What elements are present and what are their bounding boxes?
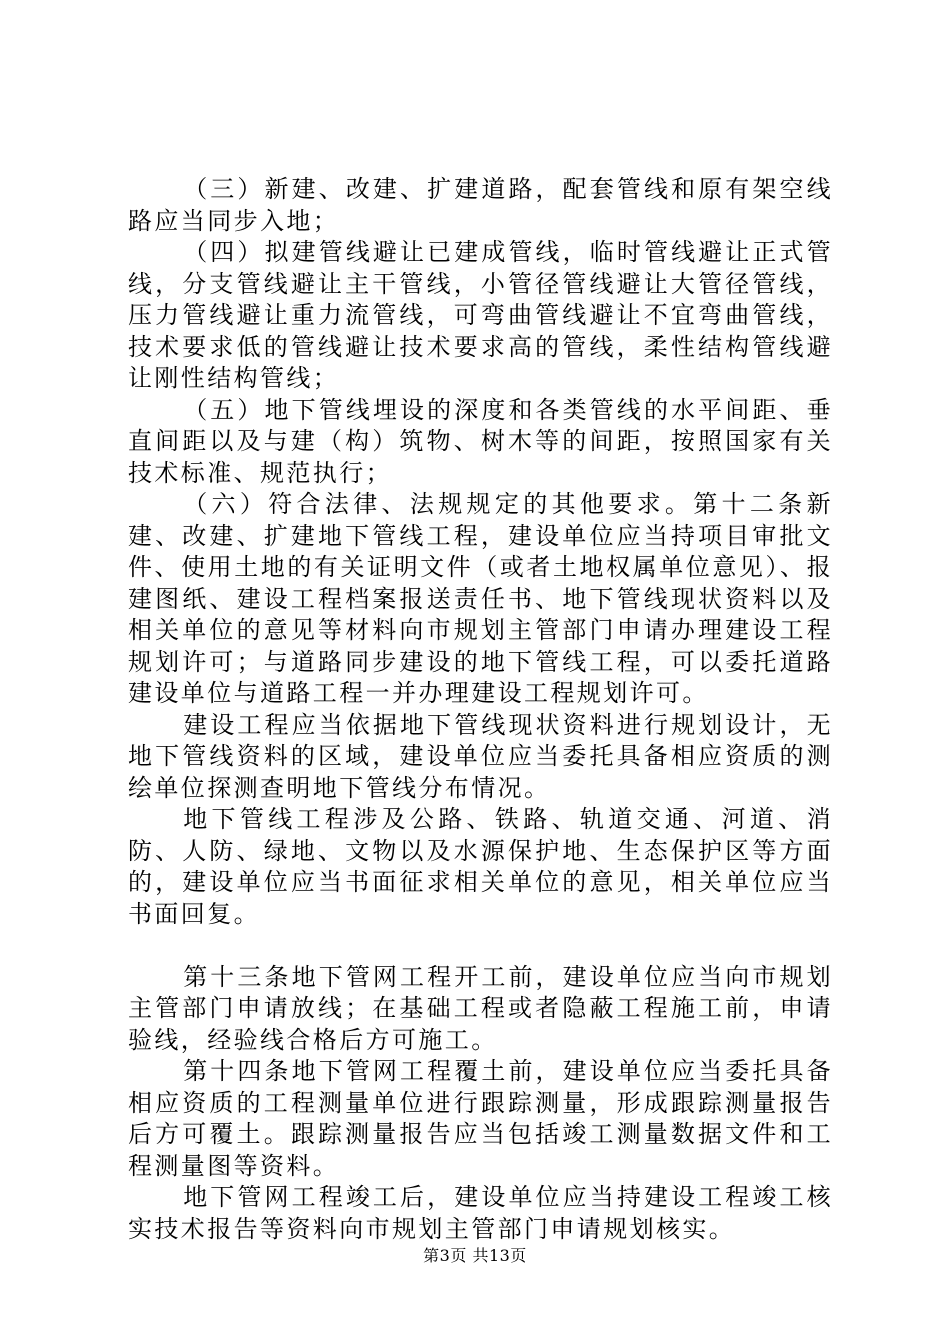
paragraph-item-4: （四）拟建管线避让已建成管线，临时管线避让正式管线，分支管线避让主干管线，小管径管线避让大管径管线，压力管线避让重力流管线，可弯曲管线避让不宜弯曲管线，技术要求低的管线避让技术要求高的管线，柔性结构管线避让刚性结构管线； xyxy=(128,238,833,392)
paragraph-item-3: （三）新建、改建、扩建道路，配套管线和原有架空线路应当同步入地； xyxy=(128,175,833,235)
paragraph-planning-design: 建设工程应当依据地下管线现状资料进行规划设计，无地下管线资料的区域，建设单位应当委托具备相应资质的测绘单位探测查明地下管线分布情况。 xyxy=(128,710,833,802)
paragraph-completion-check: 地下管网工程竣工后，建设单位应当持建设工程竣工核实技术报告等资料向市规划主管部门申请规划核实。 xyxy=(128,1183,833,1243)
paragraph-consult-units: 地下管线工程涉及公路、铁路、轨道交通、河道、消防、人防、绿地、文物以及水源保护地、生态保护区等方面的，建设单位应当书面征求相关单位的意见，相关单位应当书面回复。 xyxy=(128,805,833,928)
document-body xyxy=(128,174,833,1245)
paragraph-article-14: 第十四条地下管网工程覆土前，建设单位应当委托具备相应资质的工程测量单位进行跟踪测量，形成跟踪测量报告后方可覆土。跟踪测量报告应当包括竣工测量数据文件和工程测量图等资料。 xyxy=(128,1057,833,1180)
paragraph-item-5: （五）地下管线埋设的深度和各类管线的水平间距、垂直间距以及与建（构）筑物、树木等的间距，按照国家有关技术标准、规范执行； xyxy=(128,395,833,487)
page-number-footer: 第3页 共13页 xyxy=(423,1246,527,1265)
paragraph-item-6-article-12: （六）符合法律、法规规定的其他要求。第十二条新建、改建、扩建地下管线工程，建设单位应当持项目审批文件、使用土地的有关证明文件（或者土地权属单位意见）、报建图纸、建设工程档案报送责任书、地下管线现状资料以及相关单位的意见等材料向市规划主管部门申请办理建设工程规划许可；与道路同步建设的地下管线工程，可以委托道路建设单位与道路工程一并办理建设工程规划许可。 xyxy=(128,490,833,707)
paragraph-article-13: 第十三条地下管网工程开工前，建设单位应当向市规划主管部门申请放线；在基础工程或者隐蔽工程施工前，申请验线，经验线合格后方可施工。 xyxy=(128,962,833,1054)
